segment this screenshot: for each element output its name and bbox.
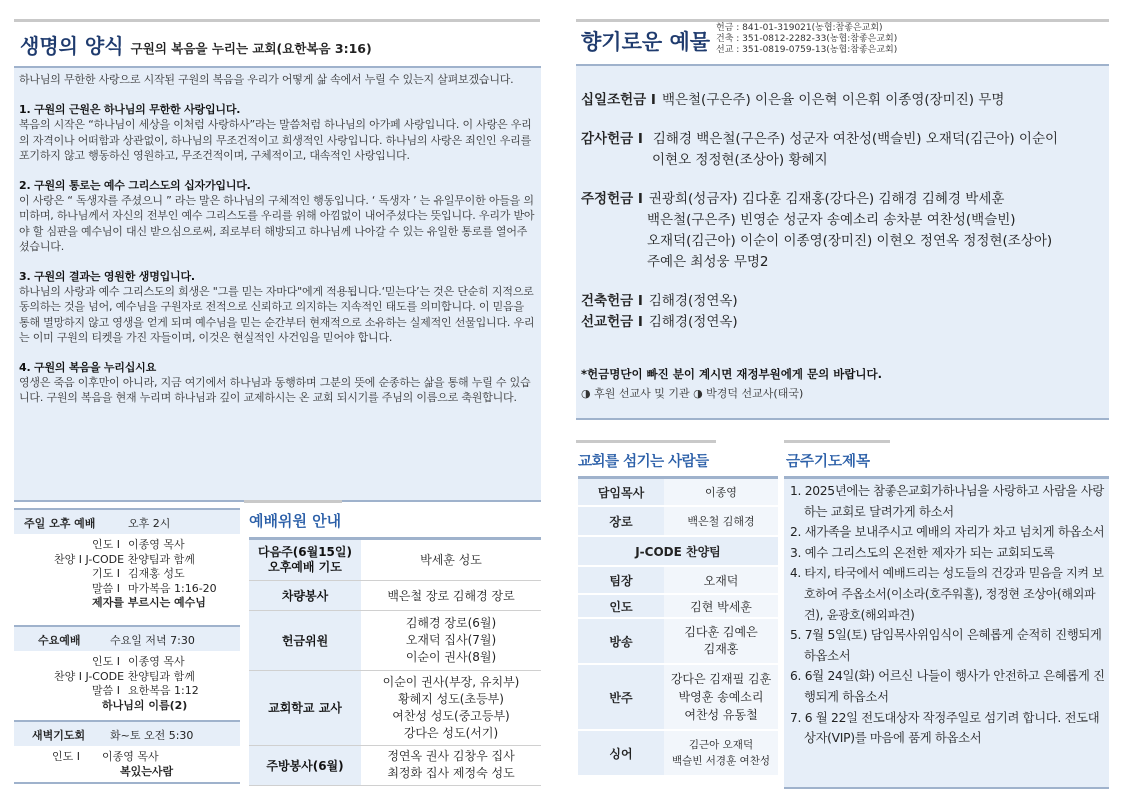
staff-title: 교회를 섬기는 사람들 xyxy=(578,454,709,470)
offering-label: 십일조헌금 I xyxy=(581,92,656,108)
committee-member: 김해경 장로(6월) 오재덕 집사(7월) 이순이 권사(8월) xyxy=(361,610,541,670)
section-subtitle: 구원의 복음을 누리는 교회(요한복음 3:16) xyxy=(130,41,372,56)
sermon-heading: 3. 구원의 결과는 영원한 생명입니다. xyxy=(19,270,195,284)
committee-role: 주방봉사(6월) xyxy=(249,745,361,785)
sermon-intro: 하나님의 무한한 사랑으로 시작된 구원의 복음을 우리가 어떻게 삶 속에서 누릴 수 있는지 살펴보겠습니다. xyxy=(19,73,514,86)
committee-member: 박세훈 성도 xyxy=(361,540,541,580)
sermon-section xyxy=(19,360,535,406)
service-role: 인도 I xyxy=(92,655,120,668)
service-role: 인도 I xyxy=(92,538,120,551)
prayer-list xyxy=(788,481,1106,749)
service-details xyxy=(14,750,240,779)
sermon-text xyxy=(19,72,535,406)
services-panel xyxy=(14,508,240,784)
service-role: 기도 I xyxy=(92,567,120,580)
staff-member: 강다은 김재필 김훈 박영훈 송예소리 여찬성 유동철 xyxy=(664,664,778,730)
service-time: 화~토 오전 5:30 xyxy=(110,729,194,742)
service-role: 말씀 I xyxy=(92,581,120,595)
sermon-body: 복음의 시작은 “하나님이 세상을 이처럼 사랑하사”라는 말씀처럼 하나님의 아가페 사랑입니다. 이 사랑은 우리의 자격이나 어떠함과 상관없이, 하나님의 무조건적이고 희생적인 사랑입니다. 하나님의 사랑은 죄인인 우리를 포기하지 않고 행동하신 영원하고, 무조건적이며, 구체적이고, 대속적인 사랑입니다. xyxy=(19,118,532,162)
prayer-item: 2. 새가족을 보내주시고 예배의 자리가 차고 넘치게 하옵소서 xyxy=(790,525,1105,540)
account-line: 헌금 : 841-01-319021(농협:참좋은교회) xyxy=(716,23,883,33)
committee-member: 백은철 장로 김해경 장로 xyxy=(361,580,541,610)
service-value: 김재홍 성도 xyxy=(128,567,185,580)
staff-member: 이종영 xyxy=(664,479,778,506)
divider xyxy=(14,782,240,784)
committee-role: 교회학교 교사 xyxy=(249,670,361,745)
service-header xyxy=(14,625,240,651)
prayer-item: 4. 타지, 타국에서 예배드리는 성도들의 건강과 믿음을 지켜 보호하여 주옵소서(이소라(호주워홀), 정정현 조상아(해외파견), 윤광호(해외파견) xyxy=(790,566,1104,622)
offering-label: 선교헌금 I xyxy=(581,314,643,330)
service-header xyxy=(14,508,240,534)
committee-role: 다음주(6월15일) 오후예배 기도 xyxy=(249,540,361,580)
staff-role: 싱어 xyxy=(578,730,664,776)
offering-list xyxy=(581,90,1106,333)
prayer-item: 3. 예수 그리스도의 온전한 제자가 되는 교회되도록 xyxy=(790,545,1055,560)
service-value: 요한복음 1:12 xyxy=(128,684,199,697)
sermon-section xyxy=(19,269,535,345)
prayer-item: 5. 7월 5일(토) 담임목사위임식이 은혜롭게 순적히 진행되게 하옵소서 xyxy=(790,628,1102,663)
offering-names: 이현오 정정현(조상아) 황혜지 xyxy=(652,152,828,168)
sermon-heading: 2. 구원의 통로는 예수 그리스도의 십자가입니다. xyxy=(19,179,251,193)
offering-label: 건축헌금 I xyxy=(581,293,643,309)
committee-table xyxy=(249,540,541,786)
top-rule-left xyxy=(14,19,540,22)
service-details xyxy=(14,538,240,611)
sermon-section xyxy=(19,178,535,254)
prayer-title: 금주기도제목 xyxy=(786,454,871,470)
service-name: 주일 오후 예배 xyxy=(24,517,96,530)
service-value: 이종영 목사 xyxy=(102,750,159,763)
staff-member: 김근아 오재덕 백슬빈 서경훈 여찬성 xyxy=(664,730,778,776)
sermon-section xyxy=(19,102,535,163)
offering-group xyxy=(581,291,1106,312)
prayer-item: 6. 6월 24일(화) 어르신 나들이 행사가 안전하고 은혜롭게 진행되게 하옵소서 xyxy=(790,669,1105,704)
staff-role: 반주 xyxy=(578,664,664,730)
offering-label: 주정헌금 I xyxy=(581,191,643,207)
offering-names: 김해경(정연옥) xyxy=(648,293,738,309)
staff-table xyxy=(578,479,778,777)
offering-names: 주예은 최성웅 무명2 xyxy=(647,254,769,270)
offering-group xyxy=(581,129,1106,171)
staff-member: 오재덕 xyxy=(664,566,778,594)
committee-title: 예배위원 안내 xyxy=(249,512,342,530)
service-header xyxy=(14,720,240,746)
committee-member: 이순이 권사(부장, 유치부) 황혜지 성도(초등부) 여찬성 성도(중고등부) 강다은 성도(서기) xyxy=(361,670,541,745)
committee-role: 헌금위원 xyxy=(249,610,361,670)
account-line: 선교 : 351-0819-0759-13(농협:참좋은교회) xyxy=(716,45,898,55)
offering-names: 오재덕(김근아) 이순이 이종영(장미진) 이현오 정연옥 정정현(조상아) xyxy=(647,233,1053,249)
staff-role: 인도 xyxy=(578,594,664,618)
staff-role: 담임목사 xyxy=(578,479,664,506)
prayer-item: 7. 6 월 22일 전도대상자 작정주일로 섬기려 합니다. 전도대상자(VIP)를 마음에 품게 하옵소서 xyxy=(790,710,1100,746)
account-list xyxy=(716,23,897,56)
top-rule-right xyxy=(576,19,1109,22)
committee-member: 정연옥 권사 김창우 집사 최정화 집사 제정숙 성도 xyxy=(361,745,541,785)
offering-names: 권광희(성금자) 김다훈 김재홍(강다은) 김해경 김혜경 박세훈 xyxy=(648,191,1005,207)
service-details xyxy=(14,655,240,713)
sermon-heading: 4. 구원의 복음을 누리십시요 xyxy=(19,361,157,375)
staff-role: 방송 xyxy=(578,618,664,664)
sermon-heading: 1. 구원의 근원은 하나님의 무한한 사랑입니다. xyxy=(19,103,241,117)
committee-title-rule xyxy=(244,500,342,503)
offering-names: 백은철(구은주) 빈영순 성군자 송예소리 송차분 여찬성(백슬빈) xyxy=(647,212,1016,228)
section-title: 생명의 양식 xyxy=(20,34,124,58)
staff-team-header: J-CODE 찬양팀 xyxy=(578,536,778,566)
staff-role: 장로 xyxy=(578,506,664,536)
service-name: 새벽기도회 xyxy=(32,729,86,742)
staff-role: 팀장 xyxy=(578,566,664,594)
offering-names: 김해경(정연옥) xyxy=(648,314,738,330)
service-sermon-title: 제자를 부르시는 예수님 xyxy=(92,596,206,609)
sermon-body: 영생은 죽음 이후만이 아니라, 지금 여기에서 하나님과 동행하며 그분의 뜻에 순종하는 삶을 통해 누릴 수 있습니다. 구원의 복음을 현재 누리며 하나님과 깊이 교제하시는 온 교회 되시기를 주님의 이름으로 축원합니다. xyxy=(19,376,531,405)
staff-member: 백은철 김해경 xyxy=(664,506,778,536)
service-sermon-title: 복있는사람 xyxy=(120,764,174,778)
service-value: 마가복음 1:16-20 xyxy=(128,581,217,595)
service-value: 이종영 목사 xyxy=(128,655,185,668)
service-time: 오후 2시 xyxy=(128,517,171,530)
staff-member: 김현 박세훈 xyxy=(664,594,778,618)
page-title xyxy=(20,30,372,59)
offering-title: 향기로운 예물 xyxy=(581,30,711,54)
service-role: 인도 I xyxy=(52,750,80,763)
offering-names: 백은철(구은주) 이은율 이은혁 이은휘 이종영(장미진) 무명 xyxy=(661,92,1005,108)
sermon-body: 하나님의 사랑과 예수 그리스도의 희생은 "그를 믿는 자마다"에게 적용됩니다.‘믿는다’는 것은 단순히 지적으로 동의하는 것을 넘어, 예수님을 구원자로 전적으로 신뢰하고 의지하는 지속적인 태도를 의미합니다. 이 믿음을 통해 멸망하지 않고 영생을 얻게 되며 예수님을 믿는 순간부터 현재적으로 소유하는 실제적인 선물입니다. 우리는 이미 구원의 티켓을 가진 자들이며, 이것은 현실적인 사건임을 믿어야 합니다. xyxy=(19,285,535,344)
offering-names: 김해경 백은철(구은주) 성군자 여찬성(백슬빈) 오재덕(김근아) 이순이 xyxy=(652,131,1059,147)
service-time: 수요일 저녁 7:30 xyxy=(110,634,195,647)
offering-group xyxy=(581,189,1106,273)
service-sermon-title: 하나님의 이름(2) xyxy=(102,698,188,712)
staff-title-rule xyxy=(576,440,716,443)
offering-notice: *헌금명단이 빠진 분이 계시면 재정부원에게 문의 바랍니다. xyxy=(581,367,883,381)
staff-member: 김다훈 김예은 김재홍 xyxy=(664,618,778,664)
service-name: 수요예배 xyxy=(38,634,81,647)
committee-role: 차량봉사 xyxy=(249,580,361,610)
offering-group xyxy=(581,90,1106,111)
service-value: 찬양 I J-CODE 찬양팀과 함께 xyxy=(54,552,195,566)
account-line: 건축 : 351-0812-2282-33(농협:참좋은교회) xyxy=(716,34,898,44)
service-value: 찬양 I J-CODE 찬양팀과 함께 xyxy=(54,669,195,683)
offering-group xyxy=(581,312,1106,333)
service-role: 말씀 I xyxy=(92,684,120,697)
offering-label: 감사헌금 I xyxy=(581,131,643,147)
missions-line: ◑ 후원 선교사 및 기관 ◑ 박경덕 선교사(태국) xyxy=(581,387,804,400)
prayer-title-rule xyxy=(784,440,890,443)
prayer-item: 1. 2025년에는 참좋은교회가하나님을 사랑하고 사람을 사랑하는 교회로 달려가게 하소서 xyxy=(790,484,1105,519)
service-value: 이종영 목사 xyxy=(128,538,185,551)
sermon-body: 이 사랑은 “ 독생자를 주셨으니 ” 라는 말은 하나님의 구체적인 행동입니다. ‘ 독생자 ’ 는 유일무이한 아들을 의미하며, 하나님께서 자신의 전부인 예수 그리스도를 우리를 위해 아낌없이 내어주셨다는 뜻입니다. 우리가 받아야 할 심판을 예수님이 대신 받으심으로써, 죄로부터 해방되고 하나님께 나아갈 수 있는 유일한 통로를 열어주셨습니다. xyxy=(19,194,535,253)
